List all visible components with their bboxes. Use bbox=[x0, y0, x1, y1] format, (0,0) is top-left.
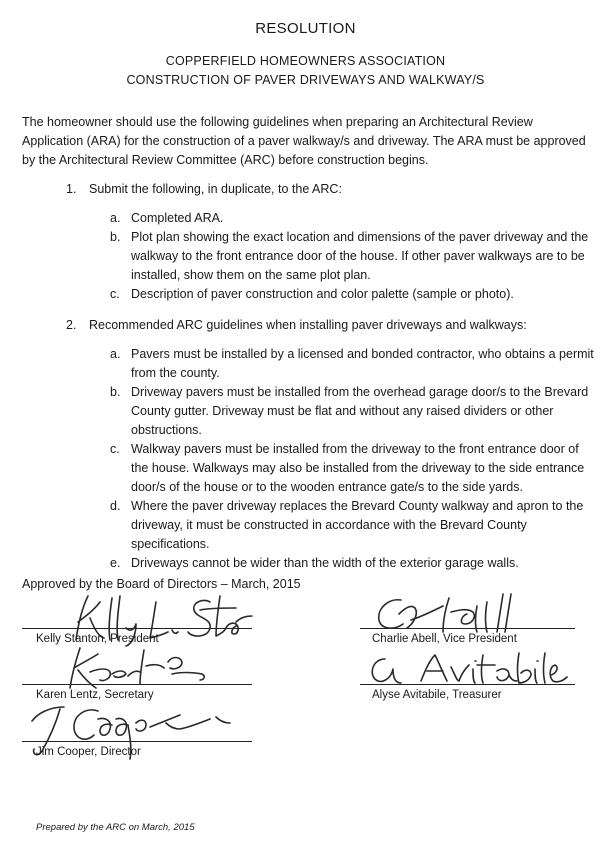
item-letter: c. bbox=[110, 442, 120, 456]
item-text: Pavers must be installed by a licensed and bonded contractor, who obtains a permit from the county. bbox=[131, 347, 594, 380]
resolution-subject: CONSTRUCTION OF PAVER DRIVEWAYS AND WALKWAY/S bbox=[126, 73, 485, 87]
prepared-by-note: Prepared by the ARC on March, 2015 bbox=[36, 822, 195, 833]
item-text: Walkway pavers must be installed from the driveway to the front entrance door of the house. Walkways may also be installed from the driveway to the side entrance door/s of the house or to the wooden entrance gate/s to the side yards. bbox=[131, 442, 585, 494]
item-letter: a. bbox=[110, 211, 121, 225]
item-letter: c. bbox=[110, 287, 120, 301]
item-text: Plot plan showing the exact location and dimensions of the paver driveway and the walkway to the front entrance door of the house. If other paver walkways are to be installed, show them on the same plot plan. bbox=[131, 230, 589, 282]
signature-alyse-avitabile bbox=[363, 645, 573, 695]
list-item bbox=[110, 345, 595, 383]
item-text: Driveway pavers must be installed from the overhead garage door/s to the Brevard County gutter. Driveway must be flat and without any raised dividers or other obstructions. bbox=[131, 385, 589, 437]
list-item bbox=[110, 285, 595, 304]
signatory-name: Karen Lentz, Secretary bbox=[36, 689, 154, 701]
item-letter: b. bbox=[110, 230, 121, 244]
item-letter: e. bbox=[110, 556, 121, 570]
item-letter: d. bbox=[110, 499, 121, 513]
step-1-items bbox=[110, 209, 595, 304]
item-letter: b. bbox=[110, 385, 121, 399]
item-text: Description of paver construction and color palette (sample or photo). bbox=[131, 287, 514, 301]
item-text: Driveways cannot be wider than the width of the exterior garage walls. bbox=[131, 556, 519, 570]
step-text: Recommended ARC guidelines when installing paver driveways and walkways: bbox=[89, 318, 527, 332]
list-item bbox=[110, 440, 595, 497]
list-item bbox=[110, 497, 595, 554]
list-item bbox=[110, 228, 595, 285]
signatory-name: Kelly Stanton, President bbox=[36, 633, 159, 645]
step-number: 1. bbox=[66, 182, 77, 196]
step-text: Submit the following, in duplicate, to the ARC: bbox=[89, 182, 342, 196]
list-item bbox=[110, 209, 595, 228]
signatory-name: Charlie Abell, Vice President bbox=[372, 633, 517, 645]
item-text: Where the paver driveway replaces the Brevard County walkway and apron to the driveway, it must be constructed in accordance with the Brevard County specifications. bbox=[131, 499, 584, 551]
item-text: Completed ARA. bbox=[131, 211, 224, 225]
list-item bbox=[110, 383, 595, 440]
item-letter: a. bbox=[110, 347, 121, 361]
association-name: COPPERFIELD HOMEOWNERS ASSOCIATION bbox=[165, 54, 446, 68]
intro-paragraph: The homeowner should use the following guidelines when preparing an Architectural Review Application (ARA) for the construction of a paver walkway/s and driveway. The ARA must be approved by the Architectural Review Committee (ARC) before construction begins. bbox=[22, 115, 586, 167]
step-number: 2. bbox=[66, 318, 77, 332]
signatory-name: Alyse Avitabile, Treasurer bbox=[372, 689, 502, 701]
list-item bbox=[110, 554, 595, 573]
signatory-name: Jim Cooper, Director bbox=[36, 746, 141, 758]
step-2-items bbox=[110, 345, 595, 573]
document-title: RESOLUTION bbox=[255, 20, 356, 37]
approval-statement: Approved by the Board of Directors – March, 2015 bbox=[22, 577, 301, 591]
